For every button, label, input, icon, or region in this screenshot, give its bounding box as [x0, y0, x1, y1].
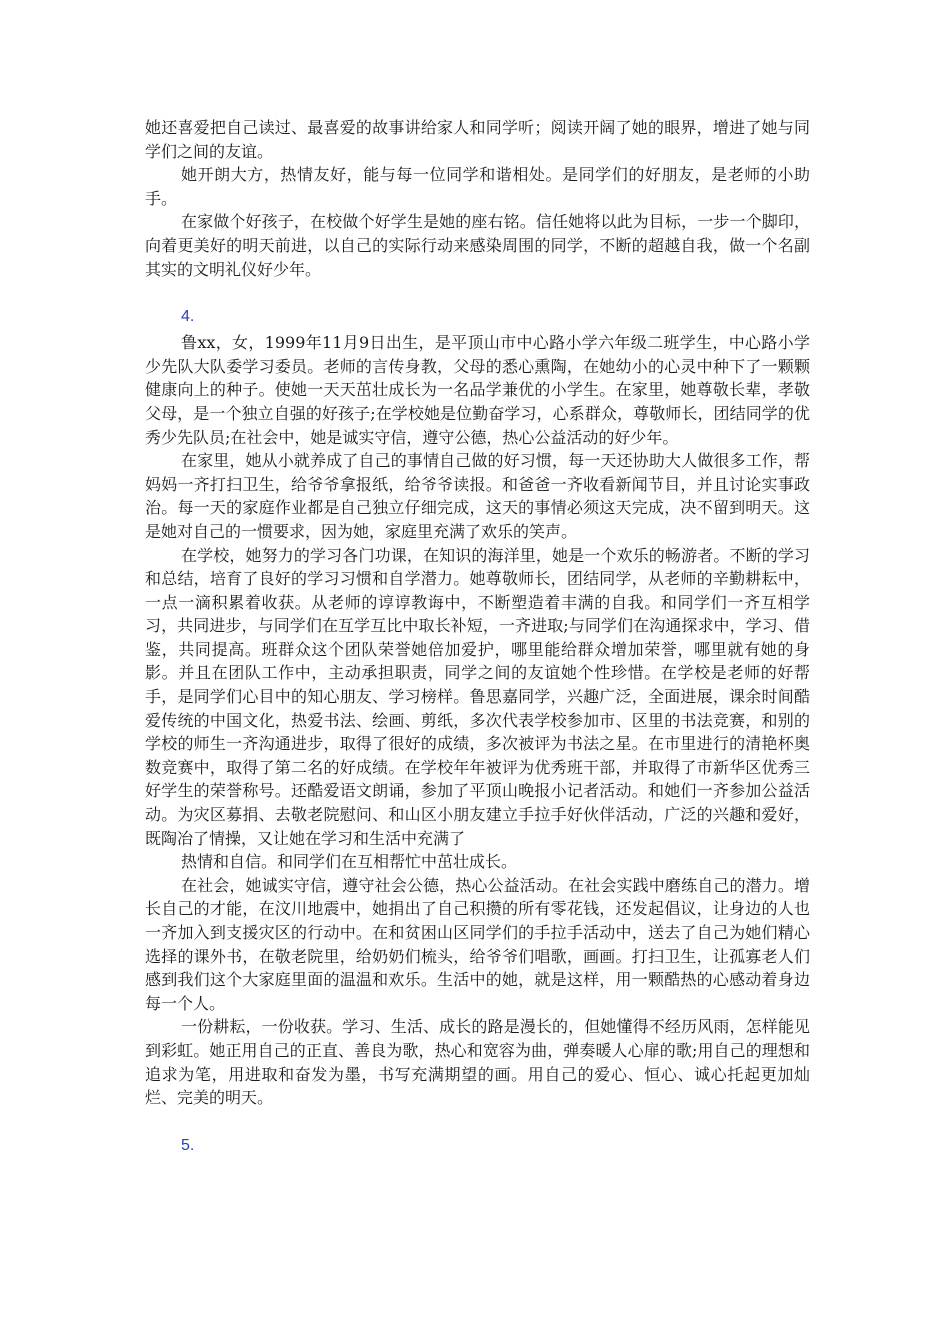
- paragraph: 她还喜爱把自己读过、最喜爱的故事讲给家人和同学听；阅读开阔了她的眼界，增进了她与同学们之间的友谊。: [145, 118, 810, 161]
- paragraph: 在家里，她从小就养成了自己的事情自己做的好习惯，每一天还协助大人做很多工作，帮妈妈一齐打扫卫生，给爷爷拿报纸，给爷爷读报。和爸爸一齐收看新闻节目，并且讨论实事政治。每一天的家庭作业都是自己独立仔细完成，这天的事情必须这天完成，决不留到明天。这是她对自己的一惯要求，因为她，家庭里充满了欢乐的笑声。: [145, 451, 810, 541]
- paragraph: 在学校，她努力的学习各门功课，在知识的海洋里，她是一个欢乐的畅游者。不断的学习和总结，培育了良好的学习习惯和自学潜力。她尊敬师长，团结同学，从老师的辛勤耕耘中，一点一滴积累着收获。从老师的谆谆教诲中，不断塑造着丰满的自我。和同学们一齐互相学习，共同进步，与同学们在互学互比中取长补短，一齐进取;与同学们在沟通探求中，学习、借鉴，共同提高。班群众这个团队荣誉她倍加爱护，哪里能给群众增加荣誉，哪里就有她的身影。并且在团队工作中，主动承担职责，同学之间的友谊她个性珍惜。在学校是老师的好帮手，是同学们心目中的知心朋友、学习榜样。鲁思嘉同学，兴趣广泛，全面进展，课余时间酷爱传统的中国文化，热爱书法、绘画、剪纸，多次代表学校参加市、区里的书法竞赛，和别的学校的师生一齐沟通进步，取得了很好的成绩，多次被评为书法之星。在市里进行的清艳杯奥数竞赛中，取得了第二名的好成绩。在学校年年被评为优秀班干部，并取得了市新华区优秀三好学生的荣誉称号。还酷爱语文朗诵，参加了平顶山晚报小记者活动。和她们一齐参加公益活动。为灾区募捐、去敬老院慰问、和山区小朋友建立手拉手好伙伴活动，广泛的兴趣和爱好，既陶冶了情操，又让她在学习和生活中充满了: [145, 545, 810, 848]
- paragraph: 一份耕耘，一份收获。学习、生活、成长的路是漫长的，但她懂得不经历风雨，怎样能见到彩虹。她正用自己的正直、善良为歌，热心和宽容为曲，弹奏暖人心扉的歌;用自己的理想和追求为笔，用进取和奋发为墨，书写充满期望的画。用自己的爱心、恒心、诚心托起更加灿烂、完美的明天。: [145, 1017, 810, 1108]
- section-number: 4.: [181, 308, 195, 326]
- document-page: [145, 116, 810, 1158]
- paragraph: 热情和自信。和同学们在互相帮忙中茁壮成长。: [181, 852, 518, 872]
- paragraph: 她开朗大方，热情友好，能与每一位同学和谐相处。是同学们的好朋友，是老师的小助手。: [145, 165, 810, 208]
- paragraph: 在家做个好孩子，在校做个好学生是她的座右铭。信任她将以此为目标，一步一个脚印，向着更美好的明天前进，以自己的实际行动来感染周围的同学，不断的超越自我，做一个名副其实的文明礼仪好少年。: [145, 212, 810, 279]
- paragraph: 在社会，她诚实守信，遵守社会公德，热心公益活动。在社会实践中磨练自己的潜力。增长自己的才能，在汶川地震中，她捐出了自己积攒的所有零花钱，还发起倡议，让身边的人也一齐加入到支援灾区的行动中。在和贫困山区同学们的手拉手活动中，送去了自己为她们精心选择的课外书，在敬老院里，给奶奶们梳头，给爷爷们唱歌，画画。打扫卫生，让孤寡老人们感到我们这个大家庭里面的温温和欢乐。生活中的她，就是这样，用一颗酷热的心感动着身边每一个人。: [145, 875, 810, 1013]
- paragraph: 鲁xx，女，1999年11月9日出生，是平顶山市中心路小学六年级二班学生，中心路小学少先队大队委学习委员。老师的言传身教，父母的悉心熏陶，在她幼小的心灵中种下了一颗颗健康向上的种子。使她一天天茁壮成长为一名品学兼优的小学生。在家里，她尊敬长辈，孝敬父母，是一个独立自强的好孩子;在学校她是位勤奋学习，心系群众，尊敬师长，团结同学的优秀少先队员;在社会中，她是诚实守信，遵守公德，热心公益活动的好少年。: [145, 333, 810, 447]
- section-number: 5.: [181, 1136, 195, 1154]
